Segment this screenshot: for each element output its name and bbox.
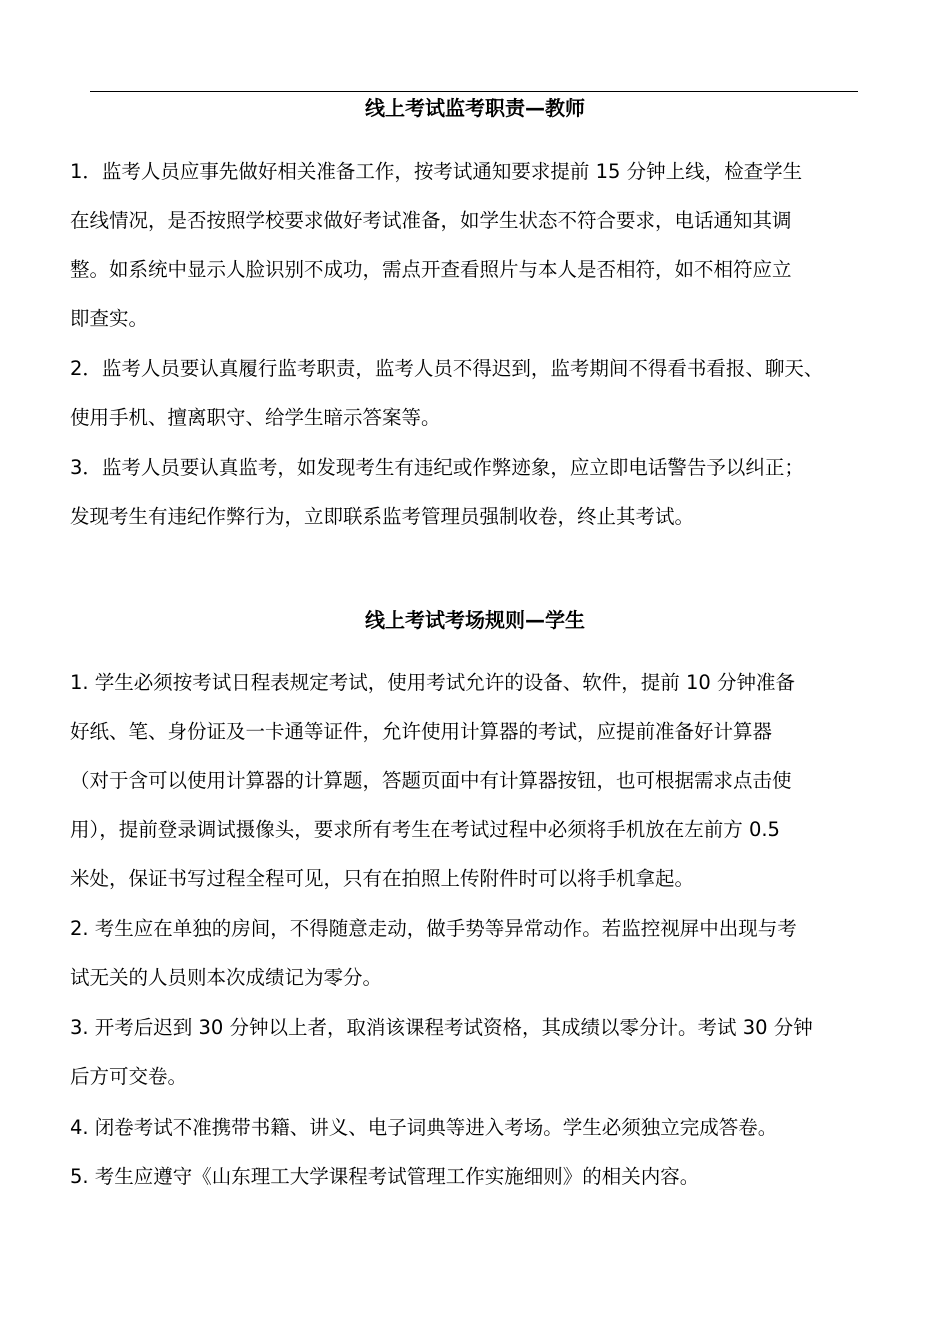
teacher-rule-1-line-4: 即查实。 <box>70 307 149 330</box>
student-rule-2-line-1: 2. 考生应在单独的房间，不得随意走动，做手势等异常动作。若监控视屏中出现与考 <box>70 917 797 940</box>
teacher-rule-1-line-3: 整。如系统中显示人脸识别不成功，需点开查看照片与本人是否相符，如不相符应立 <box>70 258 792 281</box>
student-rule-1-line-1: 1. 学生必须按考试日程表规定考试，使用考试允许的设备、软件，提前 10 分钟准备 <box>70 671 796 694</box>
student-rule-3-line-2: 后方可交卷。 <box>70 1065 188 1088</box>
teacher-rule-1-line-1: 1．监考人员应事先做好相关准备工作，按考试通知要求提前 15 分钟上线，检查学生 <box>70 160 803 183</box>
student-rule-5-line-1: 5. 考生应遵守《山东理工大学课程考试管理工作实施细则》的相关内容。 <box>70 1165 700 1188</box>
teacher-rule-2-line-2: 使用手机、擅离职守、给学生暗示答案等。 <box>70 406 441 429</box>
student-rule-1-line-4: 用），提前登录调试摄像头，要求所有考生在考试过程中必须将手机放在左前方 0.5 <box>70 818 780 841</box>
student-rule-2-line-2: 试无关的人员则本次成绩记为零分。 <box>70 966 383 989</box>
student-rule-3-line-1: 3. 开考后迟到 30 分钟以上者，取消该课程考试资格，其成绩以零分计。考试 30 分钟 <box>70 1016 813 1039</box>
student-rule-1-line-2: 好纸、笔、身份证及一卡通等证件，允许使用计算器的考试，应提前准备好计算器 <box>70 720 773 743</box>
teacher-section-title: 线上考试监考职责—教师 <box>365 96 585 120</box>
header-rule <box>90 91 858 92</box>
teacher-rule-3-line-1: 3．监考人员要认真监考，如发现考生有违纪或作弊迹象，应立即电话警告予以纠正； <box>70 456 804 479</box>
teacher-rule-1-line-2: 在线情况，是否按照学校要求做好考试准备，如学生状态不符合要求，电话通知其调 <box>70 209 792 232</box>
student-section-title: 线上考试考场规则—学生 <box>365 608 585 632</box>
teacher-rule-3-line-2: 发现考生有违纪作弊行为，立即联系监考管理员强制收卷，终止其考试。 <box>70 505 695 528</box>
student-rule-4-line-1: 4. 闭卷考试不准携带书籍、讲义、电子词典等进入考场。学生必须独立完成答卷。 <box>70 1116 778 1139</box>
student-rule-1-line-5: 米处，保证书写过程全程可见，只有在拍照上传附件时可以将手机拿起。 <box>70 867 695 890</box>
student-rule-1-line-3: （对于含可以使用计算器的计算题，答题页面中有计算器按钮，也可根据需求点击使 <box>70 769 792 792</box>
teacher-rule-2-line-1: 2．监考人员要认真履行监考职责，监考人员不得迟到，监考期间不得看书看报、聊天、 <box>70 357 824 380</box>
